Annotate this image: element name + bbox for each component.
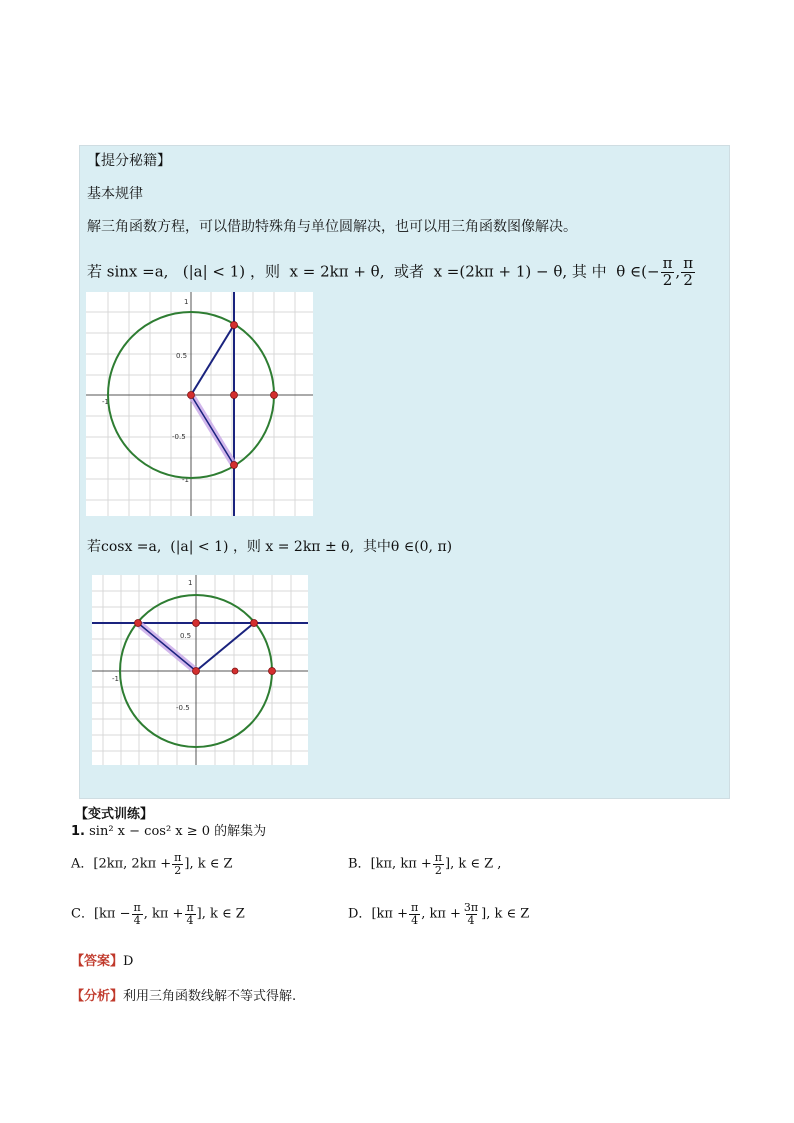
exercise-heading: 【变式训练】 — [75, 807, 154, 822]
tip-subtitle: 基本规律 — [87, 186, 143, 202]
cos-rule: 若cosx =a, (|a| < 1) ，则 x = 2kπ ± θ, 其中θ ∈(0, π) — [87, 539, 453, 555]
sin-tick-bottom: -1 — [182, 476, 189, 484]
option-d[interactable]: D．[kπ + $\frac{\pi}{4}$ , kπ + $\frac{3\pi}{4}$ ], k ∈ Z — [348, 901, 530, 927]
cos-tick-left: -1 — [112, 675, 119, 683]
sin-tick-left: -1 — [102, 398, 109, 406]
sin-tick-top: 1 — [184, 298, 189, 306]
sin-unit-circle-figure — [86, 292, 313, 516]
cos-tick-pos: 0.5 — [180, 632, 192, 640]
analysis-line: 【分析】利用三角函数线解不等式得解. — [71, 989, 297, 1004]
tip-title: 【提分秘籍】 — [87, 153, 171, 169]
option-a[interactable]: A．[2kπ, 2kπ + $\frac{\pi}{2}$ ], k ∈ Z — [71, 851, 233, 877]
sin-rule: 若 sinx =a, (|a| < 1) ，则 x = 2kπ + θ, 或者 x =(2kπ + 1) − θ, 其 中 θ ∈(− $\frac{\pi}{2}$ , $\frac{\pi}{2}$ — [87, 254, 694, 289]
cos-tick-top: 1 — [188, 579, 193, 587]
sin-tick-neg: -0.5 — [172, 433, 186, 441]
sin-tick-pos: 0.5 — [176, 352, 188, 360]
option-b[interactable]: B．[kπ, kπ + $\frac{\pi}{2}$ ], k ∈ Z , — [348, 851, 502, 877]
cos-tick-neg: -0.5 — [176, 704, 190, 712]
answer-line: 【答案】D — [71, 954, 134, 969]
tip-intro: 解三角函数方程，可以借助特殊角与单位圆解决，也可以用三角函数图像解决。 — [87, 219, 577, 235]
cos-unit-circle-figure — [92, 575, 308, 765]
exercise-question: 1. sin² x − cos² x ≥ 0 的解集为 — [71, 824, 267, 839]
option-c[interactable]: C．[kπ − $\frac{\pi}{4}$ , kπ + $\frac{\pi}{4}$ ], k ∈ Z — [71, 901, 245, 927]
